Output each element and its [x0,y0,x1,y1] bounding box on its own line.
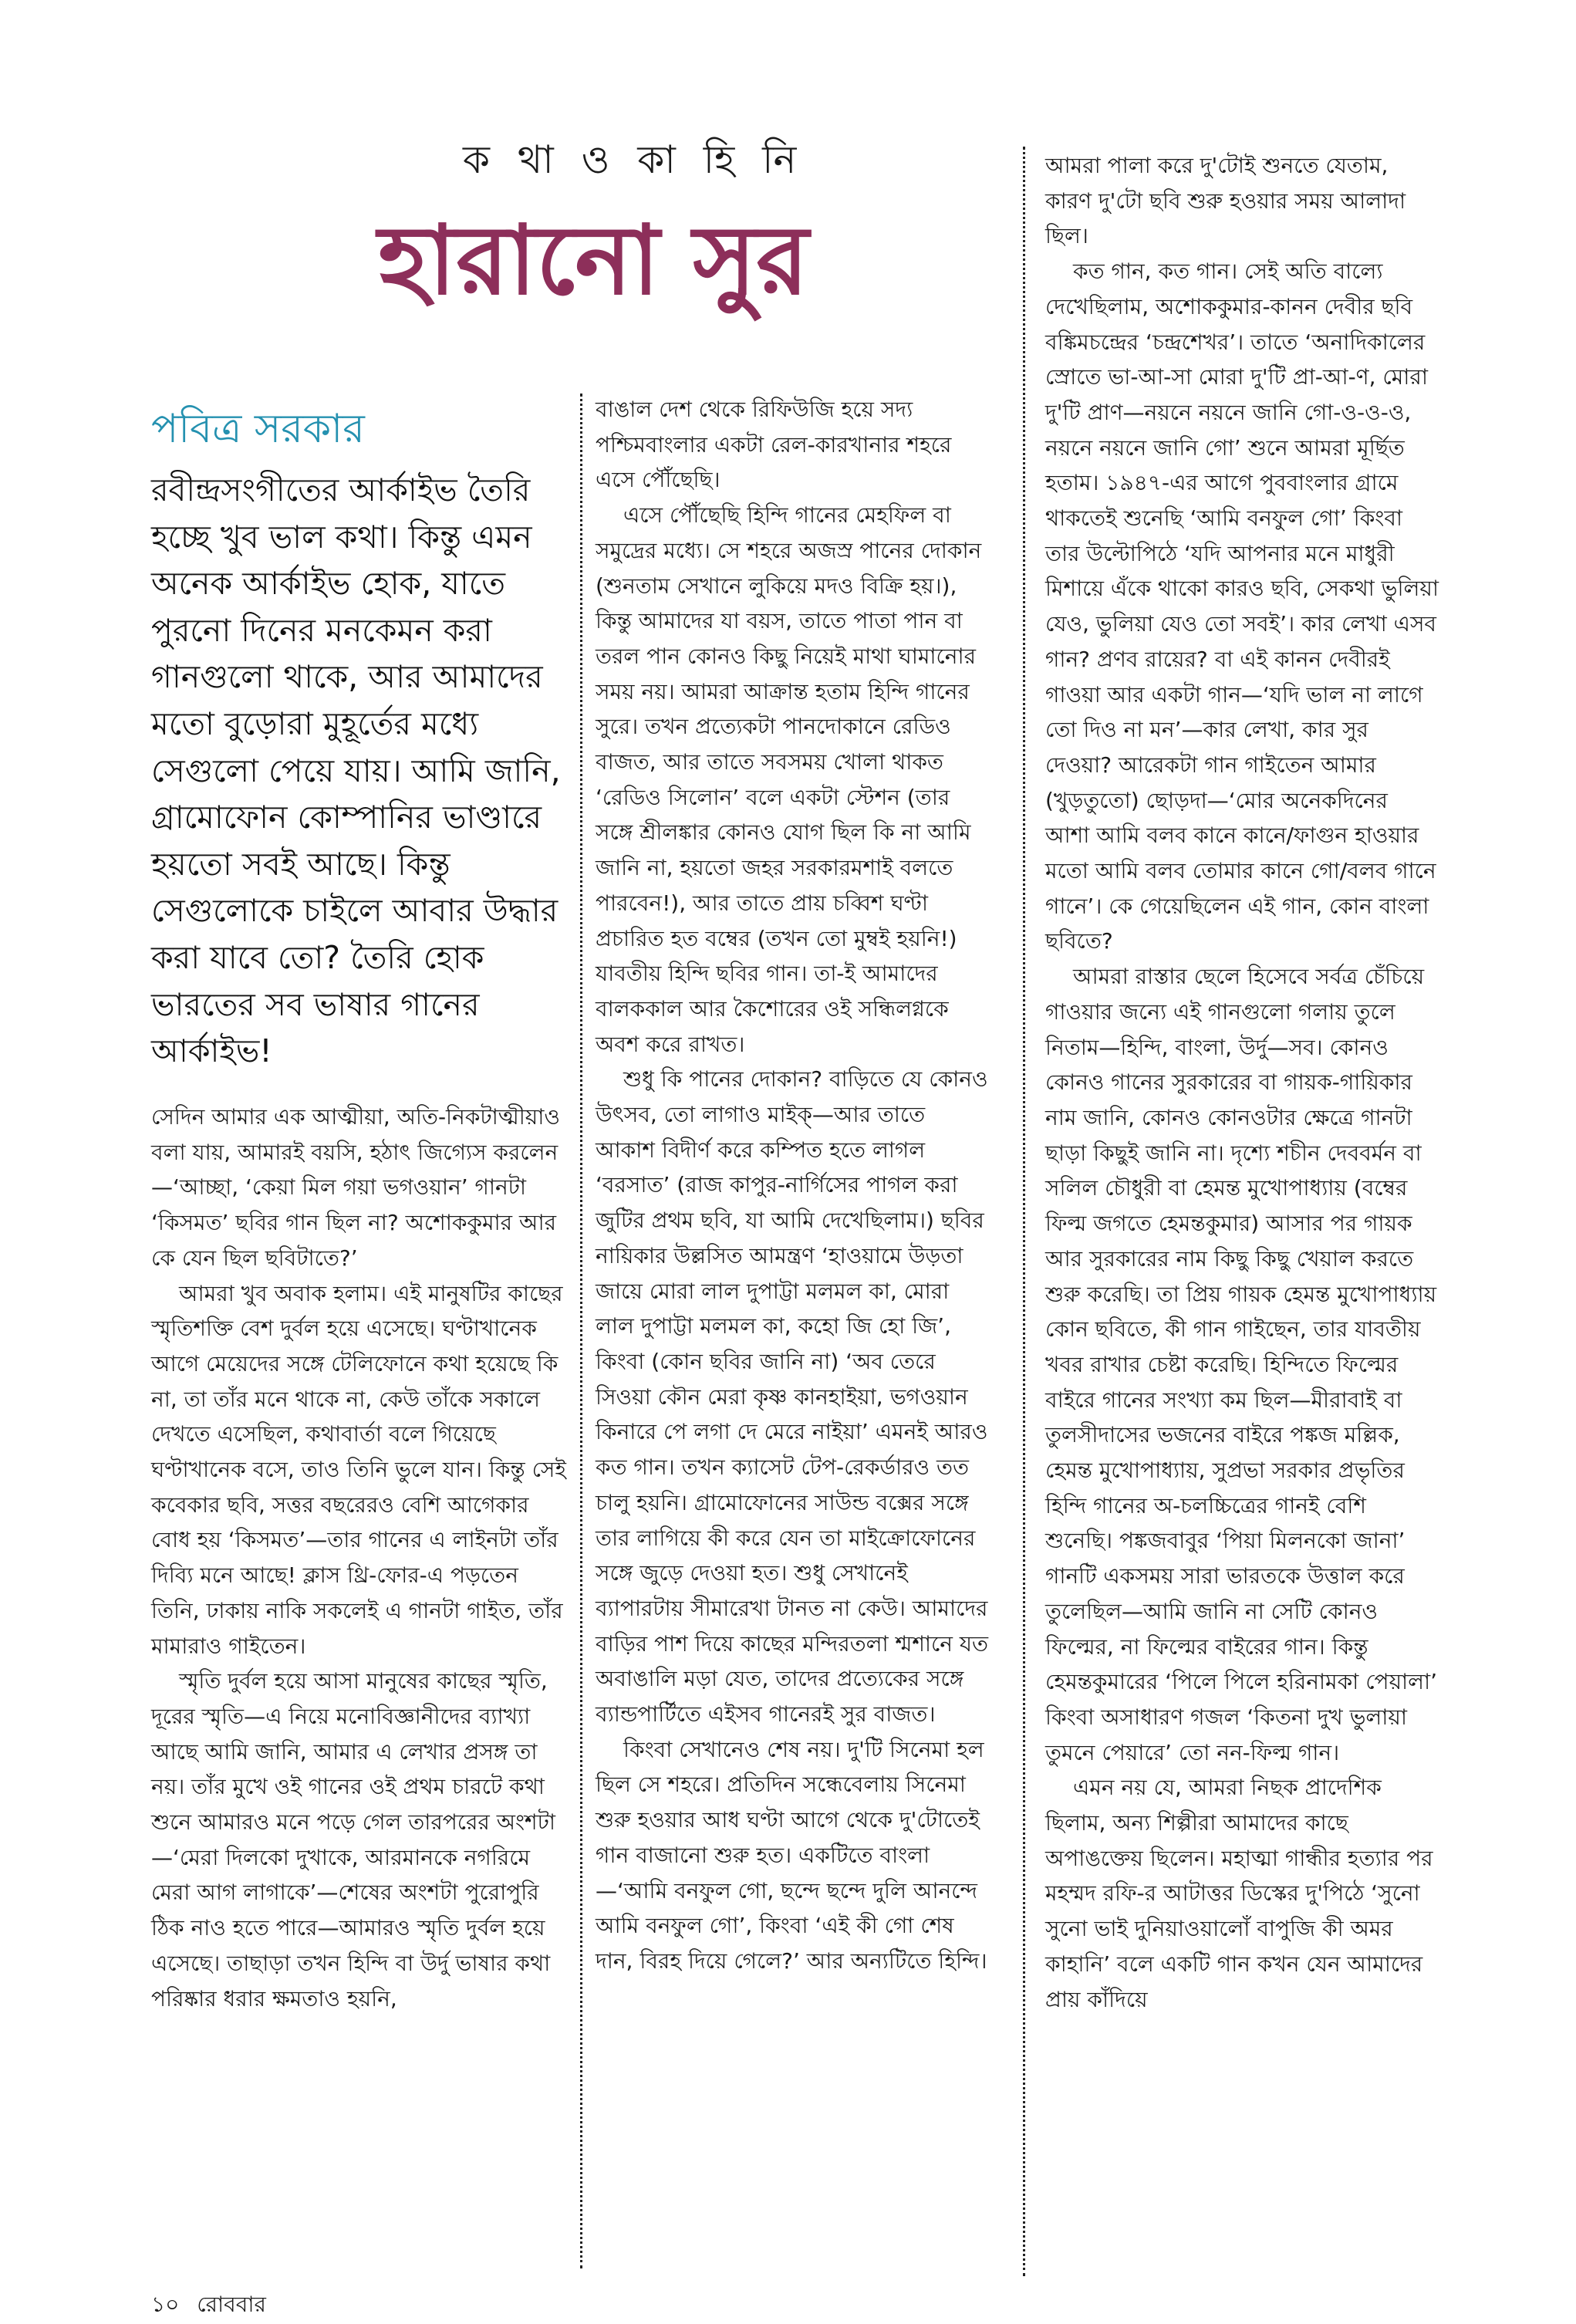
body-paragraph: শুধু কি পানের দোকান? বাড়িতে যে কোনও উৎসব, তো লাগাও মাইক্—আর তাতে আকাশ বিদীর্ণ করে কম্পিত হতে লাগল ‘বরসাত’ (রাজ কাপুর-নার্গিসের পাগল করা জুটির প্রথম ছবি, যা আমি দেখেছিলাম।) ছবির নায়িকার উল্লসিত আমন্ত্রণ ‘হাওয়ামে উড়তা জায়ে মোরা লাল দুপাট্টা মলমল কা, মোরা লাল দুপাট্টা মলমল কা, কহো জি হো জি’, কিংবা (কোন ছবির জানি না) ‘অব তেরে সিওয়া কৌন মেরা কৃষ্ণ কানহাইয়া, ভগওয়ান কিনারে পে লগা দে মেরে নাইয়া’ এমনই আরও কত গান। তখন ক্যাসেট টেপ-রেকর্ডারও তত চালু হয়নি। গ্রামোফোনের সাউন্ড বক্সের সঙ্গে তার লাগিয়ে কী করে যেন তা মাইক্রোফোনের সঙ্গে জুড়ে দেওয়া হত। শুধু সেখানেই ব্যাপারটায় সীমারেখা টানত না কেউ। আমাদের বাড়ির পাশ দিয়ে কাছের মন্দিরতলা শ্মশানে যত অবাঙালি মড়া যেত, তাদের প্রত্যেকের সঙ্গে ব্যান্ডপার্টিতে এইসব গানেরই সুর বাজত। [596,1066,989,1728]
page-footer [151,2288,614,2324]
page-number: ১০ [151,2292,180,2317]
body-paragraph: বাঙাল দেশ থেকে রিফিউজি হয়ে সদ্য পশ্চিমবাংলার একটা রেল-কারখানার শহরে এসে পৌঁছেছি। [596,397,952,493]
body-paragraph: স্মৃতি দুর্বল হয়ে আসা মানুষের কাছের স্মৃতি, দূরের স্মৃতি—এ নিয়ে মনোবিজ্ঞানীদের ব্যাখ্যা আছে আমি জানি, আমার এ লেখার প্রসঙ্গ তা নয়। তাঁর মুখে ওই গানের ওই প্রথম চারটে কথা শুনে আমারও মনে পড়ে গেল তারপরের অংশটা—‘মেরা দিলকো দুখাকে, আরমানকে নগরিমে মেরা আগ লাগাকে’—শেষের অংশটা পুরোপুরি ঠিক নাও হতে পারে—আমারও স্মৃতি দুর্বল হয়ে এসেছে। তাছাড়া তখন হিন্দি বা উর্দু ভাষার কথা পরিষ্কার ধরার ক্ষমতাও হয়নি, [151,1668,555,2012]
body-column-1 [151,1100,568,2016]
article-title: হারানো সুর [378,205,809,316]
section-name: রোববার [197,2292,266,2317]
body-paragraph: আমরা পালা করে দু'টোই শুনতে যেতাম, কারণ দু'টো ছবি শুরু হওয়ার সময় আলাদা ছিল। [1045,153,1406,249]
author-byline: পবিত্র সরকার [151,406,365,452]
body-paragraph: এমন নয় যে, আমরা নিছক প্রাদেশিক ছিলাম, অন্য শিল্পীরা আমাদের কাছে অপাঙক্তেয় ছিলেন। মহাত্মা গান্ধীর হত্যার পর মহম্মদ রফি-র আটাত্তর ডিস্কের দু'পিঠে ‘সুনো সুনো ভাই দুনিয়াওয়ালোঁ বাপুজি কী অমর কাহানি’ বলে একটি গান কখন যেন আমাদের প্রায় কাঁদিয়ে [1045,1775,1433,2012]
body-paragraph: সেদিন আমার এক আত্মীয়া, অতি-নিকটাত্মীয়াও বলা যায়, আমারই বয়সি, হঠাৎ জিগ্যেস করলেন—‘আচ্ছা, ‘কেয়া মিল গয়া ভগওয়ান’ গানটা ‘কিসমত’ ছবির গান ছিল না? অশোককুমার আর কে যেন ছিল ছবিটাতে?’ [151,1104,560,1271]
intro-standfirst [151,467,568,1075]
body-paragraph: আমরা খুব অবাক হলাম। এই মানুষটির কাছের স্মৃতিশক্তি বেশ দুর্বল হয়ে এসেছে। ঘণ্টাখানেক আগে মেয়েদের সঙ্গে টেলিফোনে কথা হয়েছে কি না, তা তাঁর মনে থাকে না, কেউ তাঁকে সকালে দেখতে এসেছিল, কথাবার্তা বলে গিয়েছে ঘণ্টাখানেক বসে, তাও তিনি ভুলে যান। কিন্তু সেই কবেকার ছবি, সত্তর বছরেরও বেশি আগেকার বোধ হয় ‘কিসমত’—তার গানের এ লাইনটা তাঁর দিব্যি মনে আছে! ক্লাস থ্রি-ফোর-এ পড়তেন তিনি, ঢাকায় নাকি সকলেই এ গানটা গাইত, তাঁর মামারাও গাইতেন। [151,1280,566,1659]
body-column-2 [596,392,989,1979]
body-paragraph: আমরা রাস্তার ছেলে হিসেবে সর্বত্র চেঁচিয়ে গাওয়ার জন্যে এই গানগুলো গলায় তুলে নিতাম—হিন্দি, বাংলা, উর্দু—সব। কোনও কোনও গানের সুরকারের বা গায়ক-গায়িকার নাম জানি, কোনও কোনওটার ক্ষেত্রে গানটা ছাড়া কিছুই জানি না। দৃশ্যে শচীন দেববর্মন বা সলিল চৌধুরী বা হেমন্ত মুখোপাধ্যায় (বম্বের ফিল্ম জগতে হেমন্তকুমার) আসার পর গায়ক আর সুরকারের নাম কিছু কিছু খেয়াল করতে শুরু করেছি। তা প্রিয় গায়ক হেমন্ত মুখোপাধ্যায় কোন ছবিতে, কী গান গাইছেন, তার যাবতীয় খবর রাখার চেষ্টা করেছি। হিন্দিতে ফিল্মের বাইরে গানের সংখ্যা কম ছিল—মীরাবাই বা তুলসীদাসের ভজনের বাইরে পঙ্কজ মল্লিক, হেমন্ত মুখোপাধ্যায়, সুপ্রভা সরকার প্রভৃতির হিন্দি গানের অ-চলচ্চিত্রের গানই বেশি শুনেছি। পঙ্কজবাবুর ‘পিয়া মিলনকো জানা’ গানটি একসময় সারা ভারতকে উত্তাল করে তুলেছিল—আমি জানি না সেটি কোনও ফিল্মের, না ফিল্মের বাইরের গান। কিন্তু হেমন্তকুমারের ‘পিলে পিলে হরিনামকা পেয়ালা’ কিংবা অসাধারণ গজল ‘কিতনা দুখ ভুলায়া তুমনে পেয়ারে’ তো নন-ফিল্ম গান। [1045,964,1438,1765]
intro-paragraph: রবীন্দ্রসংগীতের আর্কাইভ তৈরি হচ্ছে খুব ভাল কথা। কিন্তু এমন অনেক আর্কাইভ হোক, যাতে পুরনো দিনের মনকেমন করা গানগুলো থাকে, আর আমাদের মতো বুড়োরা মুহূর্তের মধ্যে সেগুলো পেয়ে যায়। আমি জানি, গ্রামোফোন কোম্পানির ভাণ্ডারে হয়তো সবই আছে। কিন্তু সেগুলোকে চাইলে আবার উদ্ধার করা যাবে তো? তৈরি হোক ভারতের সব ভাষার গানের আর্কাইভ! [151,471,561,1070]
column-divider [580,394,582,2268]
column-divider [1023,147,1025,2276]
body-paragraph: কিংবা সেখানেও শেষ নয়। দু'টি সিনেমা হল ছিল সে শহরে। প্রতিদিন সন্ধেবেলায় সিনেমা শুরু হওয়ার আধ ঘণ্টা আগে থেকে দু'টোতেই গান বাজানো শুরু হত। একটিতে বাংলা—‘আমি বনফুল গো, ছন্দে ছন্দে দুলি আনন্দে আমি বনফুল গো’, কিংবা ‘এই কী গো শেষ দান, বিরহ দিয়ে গেলে?’ আর অন্যটিতে হিন্দি। [596,1736,987,1974]
body-column-3 [1045,148,1439,2017]
body-paragraph: কত গান, কত গান। সেই অতি বাল্যে দেখেছিলাম, অশোককুমার-কানন দেবীর ছবি বঙ্কিমচন্দ্রের ‘চন্দ্রশেখর’। তাতে ‘অনাদিকালের স্রোতে ভা-আ-সা মোরা দু'টি প্রা-আ-ণ, মোরা দু'টি প্রাণ—নয়নে নয়নে জানি গো-ও-ও-ও, নয়নে নয়নে জানি গো’ শুনে আমরা মূর্ছিত হতাম। ১৯৪৭-এর আগে পুববাংলার গ্রামে থাকতেই শুনেছি ‘আমি বনফুল গো’ কিংবা তার উল্টোপিঠে ‘যদি আপনার মনে মাধুরী মিশায়ে এঁকে থাকো কারও ছবি, সেকথা ভুলিয়া যেও, ভুলিয়া যেও তো সবই’। কার লেখা এসব গান? প্রণব রায়ের? বা এই কানন দেবীরই গাওয়া আর একটা গান—‘যদি ভাল না লাগে তো দিও না মন’—কার লেখা, কার সুর দেওয়া? আরেকটা গান গাইতেন আমার (খুড়তুতো) ছোড়দা—‘মোর অনেকদিনের আশা আমি বলব কানে কানে/ফাগুন হাওয়ার মতো আমি বলব তোমার কানে গো/বলব গানে গানে’। কে গেয়েছিলেন এই গান, কোন বাংলা ছবিতে? [1045,258,1439,954]
section-kicker: ক থা ও কা হি নি [463,137,805,182]
body-paragraph: এসে পৌঁছেছি হিন্দি গানের মেহফিল বা সমুদ্রের মধ্যে। সে শহরে অজস্র পানের দোকান (শুনতাম সেখানে লুকিয়ে মদও বিক্রি হয়।), কিন্তু আমাদের যা বয়স, তাতে পাতা পান বা তরল পান কোনও কিছু নিয়েই মাথা ঘামানোর সময় নয়। আমরা আক্রান্ত হতাম হিন্দি গানের সুরে। তখন প্রত্যেকটা পানদোকানে রেডিও বাজত, আর তাতে সবসময় খোলা থাকত ‘রেডিও সিলোন’ বলে একটা স্টেশন (তার সঙ্গে শ্রীলঙ্কার কোনও যোগ ছিল কি না আমি জানি না, হয়তো জহর সরকারমশাই বলতে পারবেন!), আর তাতে প্রায় চব্বিশ ঘণ্টা প্রচারিত হত বম্বের (তখন তো মুম্বই হয়নি!) যাবতীয় হিন্দি ছবির গান। তা-ই আমাদের বালককাল আর কৈশোরের ওই সন্ধিলগ্নকে অবশ করে রাখত। [596,502,982,1057]
